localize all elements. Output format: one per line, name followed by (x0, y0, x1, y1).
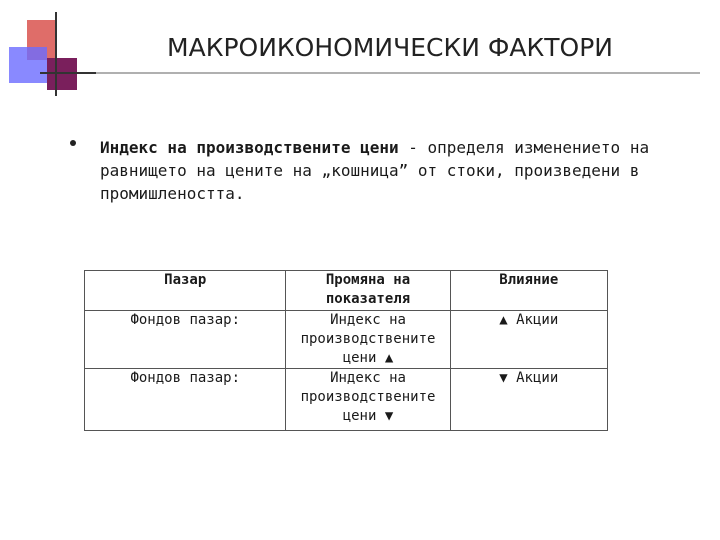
market-table (84, 270, 608, 431)
bullet-icon (70, 140, 76, 146)
decor-blue-square (9, 47, 47, 83)
cell-impact: ▲ Акции (450, 311, 607, 369)
cell-market: Фондов пазар: (85, 311, 286, 369)
title-underline (40, 72, 700, 74)
table-header-row (85, 271, 608, 311)
bullet-definition: - определя изменението на равнището на цените на „кошница” от стоки, произведени в промишлеността. (100, 138, 650, 203)
bullet-text (100, 136, 670, 205)
cell-indicator: Индекс на производствените цени ▼ (286, 369, 450, 431)
decor-vertical-line (55, 12, 57, 96)
cell-impact: ▼ Акции (450, 369, 607, 431)
header-market: Пазар (85, 271, 286, 311)
title-underline-accent (40, 72, 96, 74)
decor-purple-square (47, 58, 77, 90)
cell-market: Фондов пазар: (85, 369, 286, 431)
slide-title: МАКРОИКОНОМИЧЕСКИ ФАКТОРИ (167, 33, 613, 62)
header-indicator-change: Промяна на показателя (286, 271, 450, 311)
table-row (85, 369, 608, 431)
header-impact: Влияние (450, 271, 607, 311)
bullet-term: Индекс на производствените цени (100, 138, 399, 157)
table-row (85, 311, 608, 369)
cell-indicator: Индекс на производствените цени ▲ (286, 311, 450, 369)
